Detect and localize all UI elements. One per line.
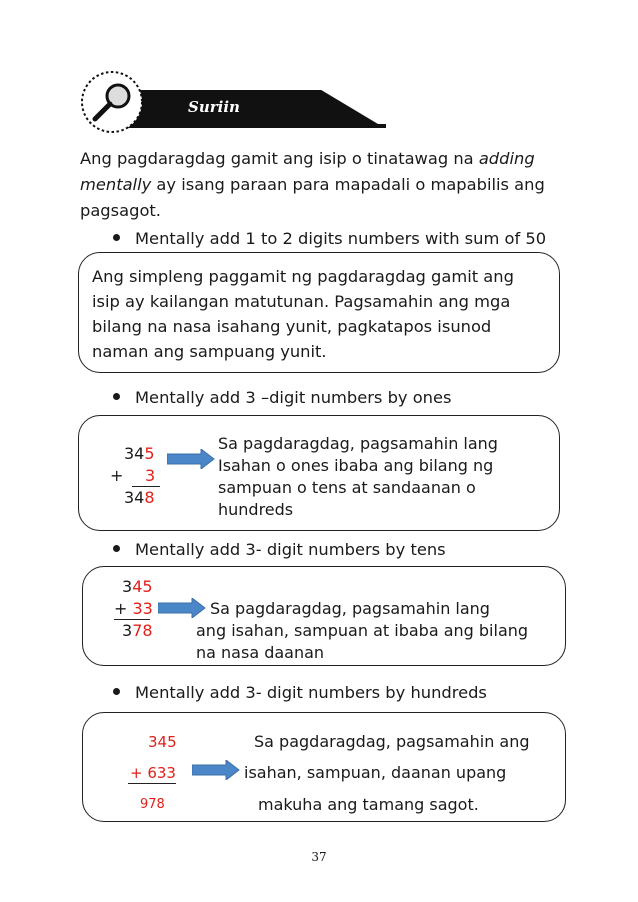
sum-line	[128, 783, 176, 784]
box-text-line: makuha ang tamang sagot.	[258, 795, 479, 814]
box-text-line: Ang simpleng paggamit ng pagdaragdag gamit ang	[92, 267, 514, 286]
banner-underline	[120, 124, 386, 128]
box-text-line: naman ang sampuang yunit.	[92, 342, 327, 361]
right-arrow-icon	[192, 760, 240, 780]
box-text-line: isahan, sampuan, daanan upang	[244, 763, 507, 782]
box-text-line: Isahan o ones ibaba ang bilang ng	[218, 456, 494, 475]
box-text-line: na nasa daanan	[196, 643, 325, 662]
bullet-item: Mentally add 3- digit numbers by tens	[113, 540, 446, 559]
bullet-dot	[113, 234, 120, 241]
addend-bottom: + 633	[130, 764, 176, 782]
page-number: 37	[311, 850, 327, 864]
box-text-line: bilang na nasa isahang yunit, pagkatapos isunod	[92, 317, 492, 336]
bullet-dot	[113, 688, 120, 695]
bullet-dot	[113, 393, 120, 400]
right-arrow-icon	[158, 598, 206, 618]
addend-top: 345	[122, 577, 153, 596]
box-text-line: Sa pagdaragdag, pagsamahin lang	[210, 599, 490, 618]
right-arrow-icon	[167, 449, 215, 469]
box-text-line: Sa pagdaragdag, pagsamahin lang	[218, 434, 498, 453]
intro-paragraph: Ang pagdaragdag gamit ang isip o tinatawag na adding mentally ay isang paraan para mapadali o mapabilis ang pagsagot.	[80, 149, 545, 220]
sum-result: 348	[124, 488, 155, 507]
box-text-line: isip ay kailangan matutunan. Pagsamahin ang mga	[92, 292, 511, 311]
addend-bottom: 3	[145, 466, 156, 485]
sum-result: 978	[140, 797, 165, 812]
magnifying-glass-icon	[80, 70, 144, 134]
section-title: Suriin	[188, 98, 240, 116]
bullet-item: Mentally add 3- digit numbers by hundreds	[113, 683, 487, 702]
addend-bottom: + 33	[114, 599, 153, 618]
plus-sign: +	[110, 466, 124, 485]
addend-top: 345	[124, 444, 155, 463]
bullet-dot	[113, 545, 120, 552]
bullet-item: Mentally add 1 to 2 digits numbers with sum of 50	[113, 229, 546, 248]
bullet-item: Mentally add 3 –digit numbers by ones	[113, 388, 452, 407]
addend-top: 345	[148, 733, 177, 751]
sum-result: 378	[122, 621, 153, 640]
box-text-line: hundreds	[218, 500, 294, 519]
box-text-line: ang isahan, sampuan at ibaba ang bilang	[196, 621, 529, 640]
box-text-line: sampuan o tens at sandaanan o	[218, 478, 476, 497]
box-text-line: Sa pagdaragdag, pagsamahin ang	[254, 732, 530, 751]
section-banner	[120, 90, 378, 124]
